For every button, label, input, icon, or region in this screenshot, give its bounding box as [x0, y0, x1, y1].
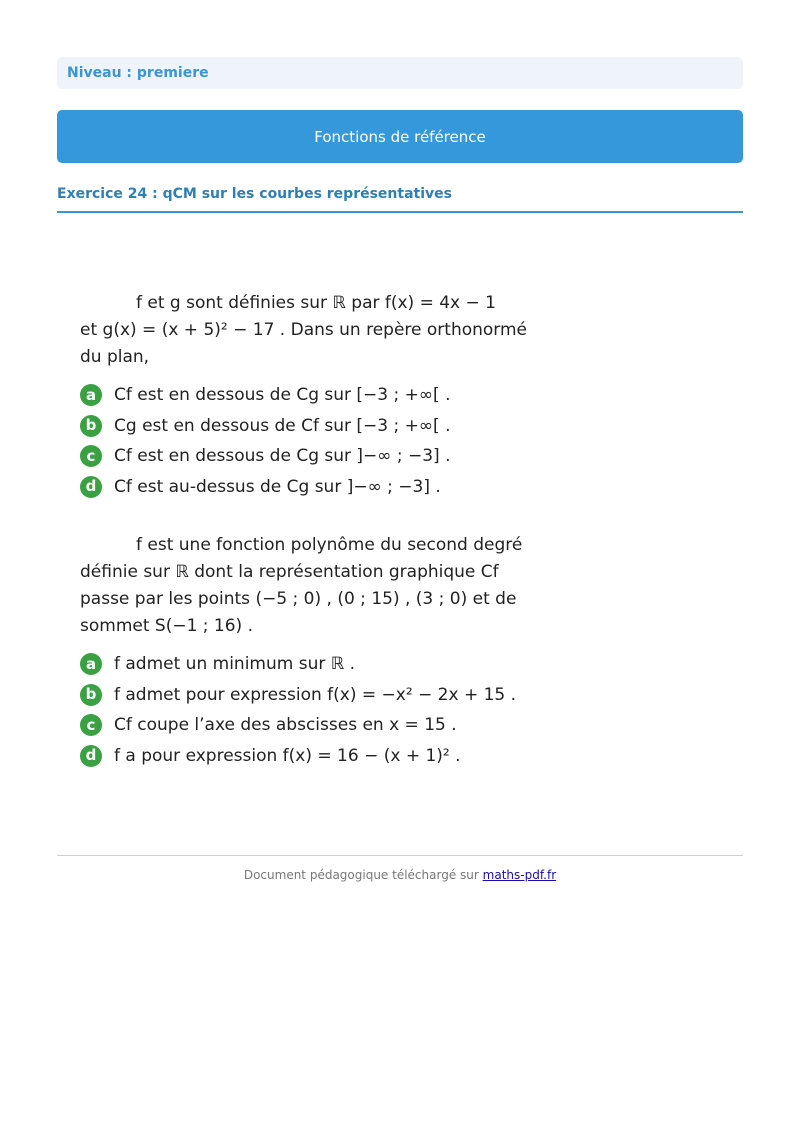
option-text: Cf est en dessous de Cg sur [−3 ; +∞[ .	[114, 385, 451, 406]
question-2-options	[80, 649, 560, 771]
option-badge: b	[80, 415, 102, 437]
q2-line-2: définie sur ℝ dont la représentation graphique Cf	[80, 562, 499, 582]
footer-link[interactable]: maths-pdf.fr	[482, 868, 557, 882]
q2-line-3: passe par les points (−5 ; 0) , (0 ; 15) , (3 ; 0) et de	[80, 589, 517, 609]
option-badge: d	[80, 745, 102, 767]
option-text: Cf est en dessous de Cg sur ]−∞ ; −3] .	[114, 446, 451, 467]
q2-line-1: f est une fonction polynôme du second degré	[136, 535, 523, 555]
option-badge: a	[80, 653, 102, 675]
q1-option-b[interactable]	[80, 411, 560, 442]
q1-option-a[interactable]	[80, 380, 560, 411]
q1-line-3: du plan,	[80, 347, 150, 367]
q1-line-2: et g(x) = (x + 5)² − 17 . Dans un repère orthonormé	[80, 320, 528, 340]
option-badge: d	[80, 476, 102, 498]
option-text: Cf coupe l’axe des abscisses en x = 15 .	[114, 715, 457, 736]
option-badge: a	[80, 384, 102, 406]
q1-line-1: f et g sont définies sur ℝ par f(x) = 4x − 1	[136, 293, 496, 313]
level-label: Niveau : premiere	[57, 57, 743, 89]
q2-option-d[interactable]	[80, 741, 560, 772]
exercise-title: Exercice 24 : qCM sur les courbes représentatives	[57, 186, 743, 213]
chapter-title: Fonctions de référence	[314, 127, 486, 146]
q2-option-a[interactable]	[80, 649, 560, 680]
q1-option-d[interactable]	[80, 472, 560, 503]
question-1-options	[80, 380, 560, 502]
footer	[57, 868, 743, 882]
option-text: Cg est en dessous de Cf sur [−3 ; +∞[ .	[114, 415, 451, 436]
option-text: f a pour expression f(x) = 16 − (x + 1)² .	[114, 745, 461, 766]
footer-text: Document pédagogique téléchargé sur	[243, 868, 479, 882]
question-2-statement	[80, 532, 560, 640]
q2-option-c[interactable]	[80, 710, 560, 741]
option-badge: c	[80, 714, 102, 736]
footer-divider	[57, 855, 743, 856]
option-badge: c	[80, 445, 102, 467]
chapter-banner	[57, 110, 743, 163]
option-text: f admet un minimum sur ℝ .	[114, 654, 356, 675]
question-1-statement	[80, 290, 560, 371]
q2-option-b[interactable]	[80, 680, 560, 711]
q1-option-c[interactable]	[80, 441, 560, 472]
option-text: Cf est au-dessus de Cg sur ]−∞ ; −3] .	[114, 476, 441, 497]
exercise-content	[80, 290, 560, 771]
q2-line-4: sommet S(−1 ; 16) .	[80, 616, 253, 636]
option-text: f admet pour expression f(x) = −x² − 2x + 15 .	[114, 684, 517, 705]
option-badge: b	[80, 684, 102, 706]
